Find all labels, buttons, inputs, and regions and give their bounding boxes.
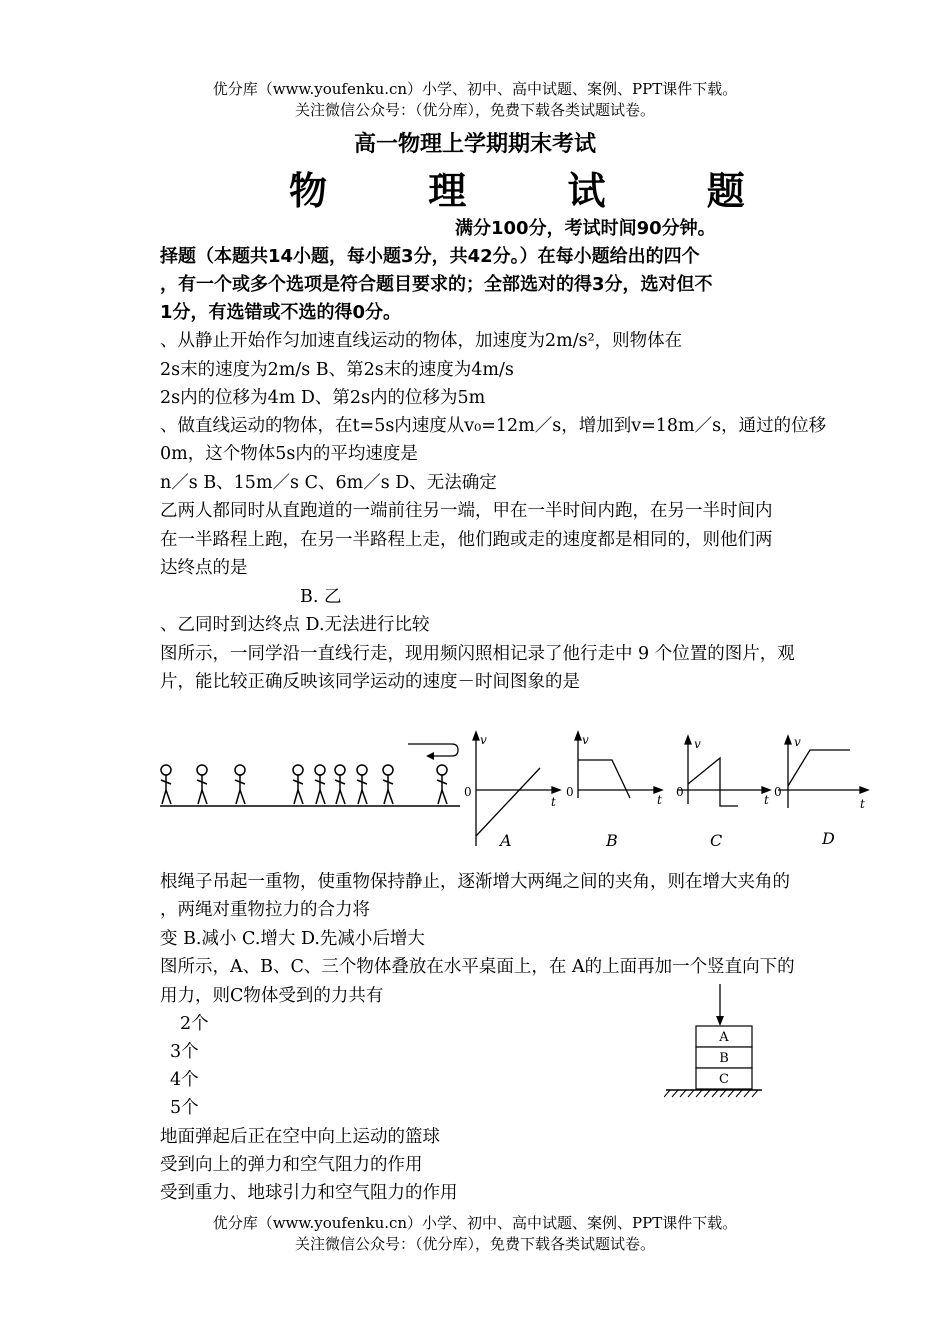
graph-a (473, 732, 560, 846)
q2-stem-2: 0m，这个物体5s内的平均速度是 (160, 444, 418, 464)
q5-options: 变 B.减小 C.增大 D.先减小后增大 (160, 929, 425, 949)
q6-option-d: 5个 (170, 1098, 199, 1118)
down-arrow-icon (716, 1016, 724, 1026)
graph-d (778, 736, 868, 808)
graph-a-axis-v: v (480, 733, 487, 747)
q6-option-a: 2个 (180, 1014, 209, 1034)
block-b-label: B (719, 1051, 729, 1066)
q6-stem-2: 用力，则C物体受到的力共有 (160, 986, 384, 1006)
table-hatching (664, 1090, 758, 1097)
q1-options-cd: 2s内的位移为4m D、第2s内的位移为5m (160, 388, 486, 408)
q3-stem-2: 在一半路程上跑，在另一半路程上走，他们跑或走的速度都是相同的，则他们两 (160, 530, 773, 550)
graph-a-origin: 0 (464, 785, 472, 799)
graph-b-axis-v: v (582, 733, 589, 747)
q7-option-b: 受到重力、地球引力和空气阻力的作用 (160, 1183, 458, 1203)
graph-c (678, 736, 770, 806)
section-instruction-2: ，有一个或多个选项是符合题目要求的；全部选对的得3分，选对但不 (160, 274, 713, 295)
block-c-label: C (719, 1072, 729, 1087)
graph-d-axis-v: v (794, 735, 801, 749)
graph-b-label: B (606, 831, 618, 850)
block-a-label: A (719, 1030, 729, 1045)
q7-option-a: 受到向上的弹力和空气阻力的作用 (160, 1155, 423, 1175)
q6-option-b: 3个 (170, 1042, 199, 1062)
graph-d-axis-t: t (860, 797, 865, 811)
q6-option-c: 4个 (170, 1070, 199, 1090)
q4-stem-1: 图所示，一同学沿一直线行走，现用频闪照相记录了他行走中 9 个位置的图片，观 (160, 644, 795, 664)
q1-stem: 、从静止开始作匀加速直线运动的物体，加速度为2m/s²，则物体在 (160, 331, 683, 351)
q7-stem: 地面弹起后正在空中向上运动的篮球 (160, 1127, 440, 1147)
graph-c-origin: 0 (676, 785, 684, 799)
stacked-blocks-figure (664, 980, 764, 1104)
walker-figures (161, 765, 447, 804)
q5-stem-1: 根绳子吊起一重物，使重物保持静止，逐渐增大两绳之间的夹角，则在增大夹角的 (160, 872, 790, 892)
section-instruction-3: 1分，有选错或不选的得0分。 (160, 302, 402, 323)
q4-stem-2: 片，能比较正确反映该同学运动的速度－时间图象的是 (160, 672, 580, 692)
header-line-1: 优分库（www.youfenku.cn）小学、初中、高中试题、案例、PPT课件下载。 (212, 80, 738, 98)
graph-d-origin: 0 (774, 785, 782, 799)
footer-line-1: 优分库（www.youfenku.cn）小学、初中、高中试题、案例、PPT课件下载。 (212, 1214, 738, 1232)
q3-stem-1: 乙两人都同时从直跑道的一端前往另一端，甲在一半时间内跑，在另一半时间内 (160, 501, 773, 521)
graph-c-axis-t: t (764, 793, 769, 807)
q3-option-b: B. 乙 (300, 587, 342, 607)
graph-b-axis-t: t (657, 793, 662, 807)
section-instruction-1: 择题（本题共14小题，每小题3分，共42分。）在每小题给出的四个 (160, 246, 700, 267)
vt-graphs-figure (160, 728, 880, 862)
exam-subtitle: 物 理 试 题 (289, 169, 789, 213)
header-line-2: 关注微信公众号：（优分库），免费下载各类试题试卷。 (294, 101, 655, 119)
score-note: 满分100分，考试时间90分钟。 (455, 218, 716, 239)
graph-c-label: C (710, 831, 723, 850)
q1-options-ab: 2s末的速度为2m/s B、第2s末的速度为4m/s (160, 360, 514, 380)
exam-title: 高一物理上学期期末考试 (353, 132, 596, 157)
graph-b-origin: 0 (566, 785, 574, 799)
graph-d-label: D (822, 829, 835, 848)
graph-c-axis-v: v (694, 737, 701, 751)
q2-stem-1: 、做直线运动的物体，在t=5s内速度从v₀=12m／s，增加到v=18m／s，通过的位移 (160, 416, 827, 436)
q2-options: n／s B、15m／s C、6m／s D、无法确定 (160, 473, 497, 493)
q6-stem-1: 图所示，A、B、C、三个物体叠放在水平桌面上，在 A的上面再加一个竖直向下的 (160, 957, 795, 977)
q3-stem-3: 达终点的是 (160, 558, 248, 578)
footer-line-2: 关注微信公众号：（优分库），免费下载各类试题试卷。 (294, 1235, 655, 1253)
graph-a-axis-t: t (551, 795, 556, 809)
stacked-blocks-svg (664, 980, 764, 1100)
q3-options-cd: 、乙同时到达终点 D.无法进行比较 (160, 615, 430, 635)
vt-graphs-svg (160, 728, 880, 858)
graph-a-label: A (500, 831, 512, 850)
q5-stem-2: ，两绳对重物拉力的合力将 (160, 900, 370, 920)
